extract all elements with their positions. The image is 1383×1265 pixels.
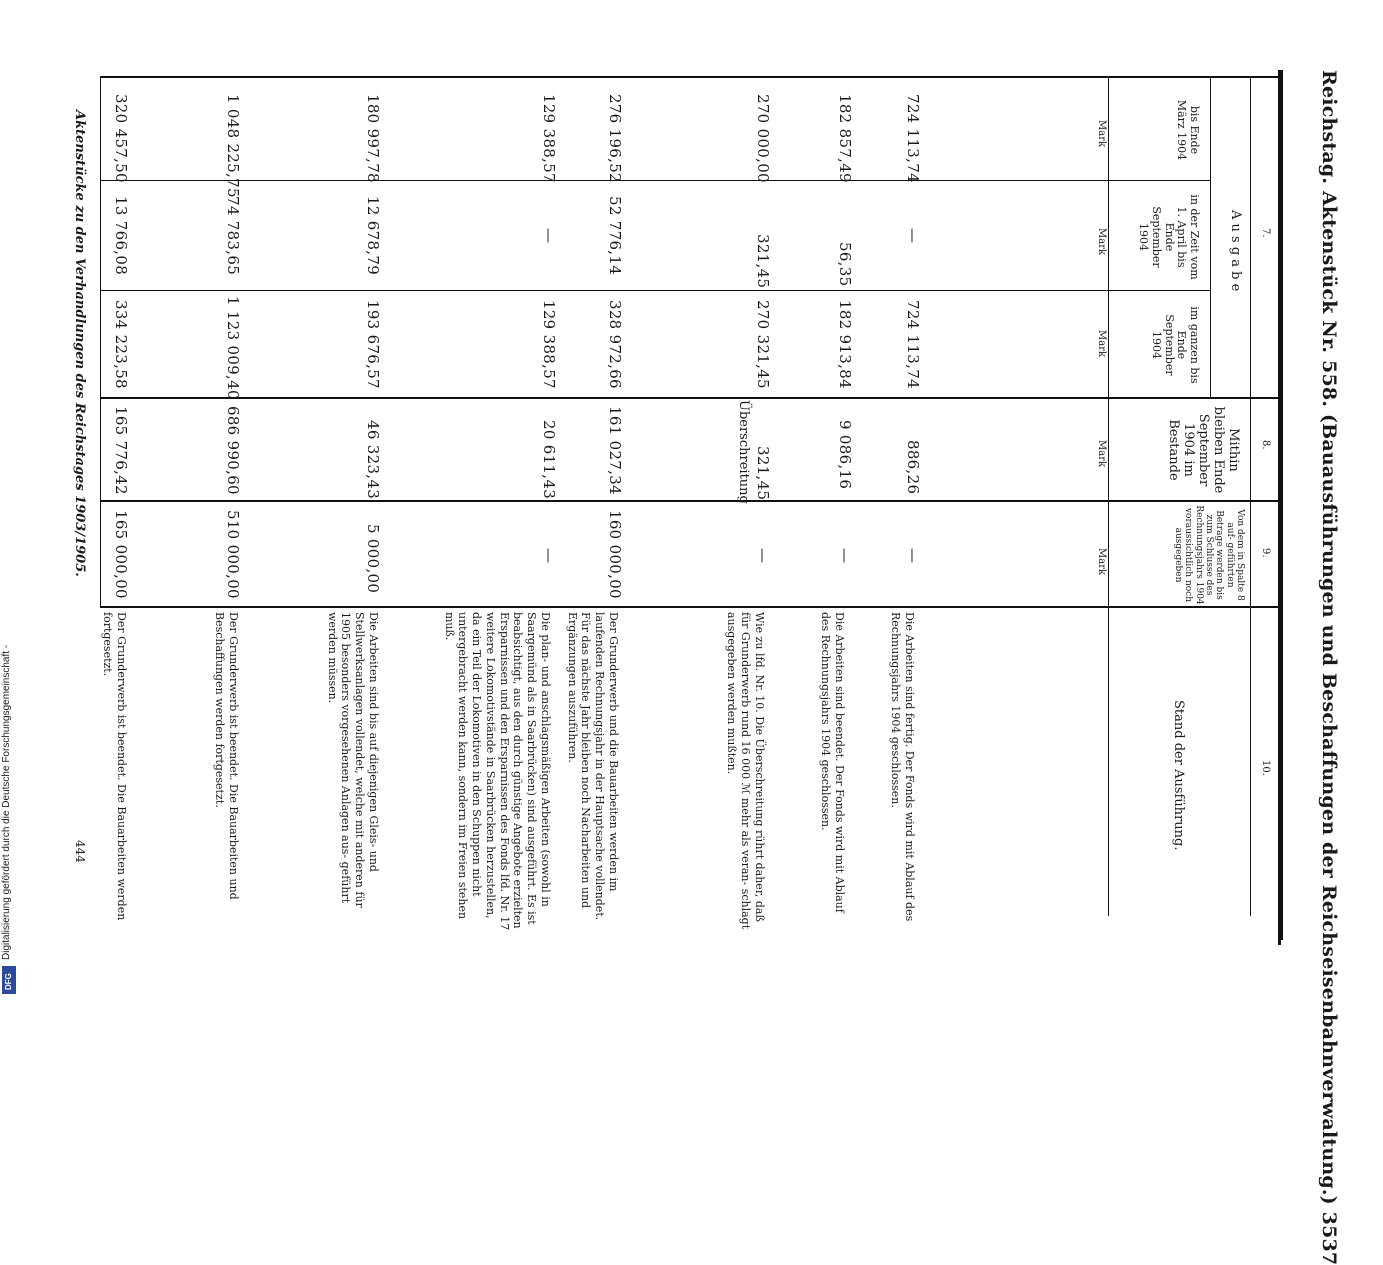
- cell-status-note: Die Arbeiten sind bis auf diejenigen Gleis- und Stellwerksanlagen vollendet, welche mit anderen für 1905 besonders vorgesehenen Anlagen aus- geführt werden müssen.: [325, 612, 380, 908]
- cell-apr-sep: —: [540, 228, 558, 244]
- cell-expected: —: [754, 548, 772, 564]
- cell-expected: —: [836, 548, 854, 564]
- footer-source: Aktenstücke zu den Verhandlungen des Reichstages 1903/1905.: [72, 110, 87, 577]
- cell-total: 193 676,57: [364, 300, 382, 389]
- cell-balance: 161 027,34: [606, 406, 624, 495]
- cell-expected: 5 000,00: [364, 524, 382, 594]
- cell-total: 334 223,58: [112, 300, 130, 389]
- col7-title: A u s g a b e: [1228, 210, 1243, 292]
- col-rule-c: [100, 290, 1210, 291]
- col7b-header: in der Zeit vom 1. April bis Ende September 1904: [1137, 194, 1201, 280]
- cell-expected: 510 000,00: [224, 510, 242, 599]
- table-header-divider: [1108, 76, 1109, 916]
- col8-header: Mithin bleiben Ende September 1904 im Bestande: [1166, 406, 1241, 494]
- col-number-divider: [1250, 76, 1251, 916]
- cell-total: 129 388,57: [540, 300, 558, 389]
- cell-balance: 886,26: [904, 440, 922, 495]
- cell-status-note: Die Arbeiten sind beendet. Der Fonds wird mit Ablauf des Rechnungsjahrs 1904 geschlossen.: [819, 612, 846, 913]
- cell-total: 182 913,84: [836, 300, 854, 389]
- col-rule-f: [100, 606, 1280, 608]
- cell-overrun-label: Überschreitung: [736, 400, 751, 504]
- page-title: Reichstag. Aktenstück Nr. 558. (Bauausführungen und Beschaffungen der Reichseisenbahnverwaltung.) 3537: [1318, 70, 1340, 1265]
- table-edge-right: [1280, 70, 1283, 940]
- page-number: 444: [73, 840, 87, 863]
- col-rule-d: [100, 397, 1280, 399]
- cell-status-note: Der Grunderwerb und die Bauarbeiten werden im laufenden Rechnungsjahr in der Hauptsache vollendet. Für das nächste Jahr bleiben noch Nacharbeiten und Ergänzungen auszuführen.: [565, 612, 620, 921]
- cell-until-march: 1 048 225,75: [224, 94, 242, 198]
- cell-until-march: 276 196,52: [606, 94, 624, 183]
- cell-until-march: 129 388,57: [540, 94, 558, 183]
- dfg-logo: [2, 966, 16, 994]
- col9-number: 9.: [1260, 548, 1271, 558]
- col-rule-b: [100, 180, 1210, 181]
- cell-apr-sep: 52 776,14: [606, 196, 624, 276]
- col7-subdivider: [1210, 76, 1211, 398]
- cell-until-march: 724 113,74: [904, 94, 922, 183]
- cell-until-march: 182 857,49: [836, 94, 854, 183]
- cell-until-march: 320 457,50: [112, 94, 130, 183]
- unit-label: Mark: [1096, 548, 1107, 576]
- unit-label: Mark: [1096, 330, 1107, 358]
- unit-label: Mark: [1096, 120, 1107, 148]
- table-edge-left: [100, 76, 101, 606]
- col7-number: 7.: [1260, 228, 1271, 238]
- col7a-header: bis Ende März 1904: [1175, 99, 1201, 161]
- cell-expected: —: [904, 548, 922, 564]
- cell-status-note: Die plan- und anschlagsmäßigen Arbeiten (sowohl in Saargemünd als in Saarbrücken) sind ausgeführt. Es ist beabsichtigt, aus den durch günstige Angebote erzielten Ersparnissen und den Ersparnissen des Fonds lfd. Nr. 17 weitere Lokomotivstände in Saarbrücken herzustellen, da ein Teil der Lokomotiven in den Schuppen nicht untergebracht werden kann, sondern im Freien stehen muß.: [442, 612, 552, 931]
- cell-apr-sep: 74 783,65: [224, 196, 242, 276]
- unit-label: Mark: [1096, 228, 1107, 256]
- col8-number: 8.: [1260, 440, 1271, 450]
- cell-apr-sep: —: [904, 228, 922, 244]
- cell-expected: —: [540, 548, 558, 564]
- cell-expected: 165 000,00: [112, 510, 130, 599]
- dfg-logo-text: DFG: [4, 973, 13, 990]
- cell-apr-sep: 12 678,79: [364, 196, 382, 276]
- cell-until-march: 270 000,00: [754, 94, 772, 183]
- cell-status-note: Der Grunderwerb ist beendet. Die Bauarbeiten werden fortgesetzt.: [101, 612, 128, 921]
- cell-status-note: Die Arbeiten sind fertig. Der Fonds wird mit Ablauf des Rechnungsjahrs 1904 geschlossen.: [889, 612, 916, 922]
- unit-label: Mark: [1096, 440, 1107, 468]
- cell-total: 270 321,45: [754, 300, 772, 389]
- cell-balance: 46 323,43: [364, 420, 382, 500]
- col-rule-a: [100, 76, 1280, 78]
- col10-number: 10.: [1260, 760, 1271, 776]
- cell-total: 1 123 009,40: [224, 296, 242, 400]
- cell-apr-sep: 321,45: [754, 234, 772, 289]
- cell-balance: 321,45: [754, 446, 772, 501]
- col-rule-e: [100, 500, 1280, 502]
- col10-header: Stand der Ausführung.: [1171, 700, 1186, 851]
- cell-total: 724 113,74: [904, 300, 922, 389]
- cell-status-note: Der Grunderwerb ist beendet. Die Bauarbeiten und Beschaffungen werden fortgesetzt.: [213, 612, 240, 900]
- cell-balance: 9 086,16: [836, 420, 854, 490]
- digitization-note: Digitalisierung gefördert durch die Deutsche Forschungsgemeinschaft -: [1, 644, 12, 960]
- cell-balance: 686 990,60: [224, 406, 242, 495]
- cell-balance: 165 776,42: [112, 406, 130, 495]
- cell-expected: 160 000,00: [606, 510, 624, 599]
- cell-apr-sep: 13 766,08: [112, 196, 130, 276]
- cell-status-note: Wie zu lfd. Nr. 10. Die Überschreitung rührt daher, daß für Grunderwerb rund 16 000 ℳ mehr als veran- schlagt ausgegeben werden mußten.: [725, 612, 766, 930]
- cell-total: 328 972,66: [606, 300, 624, 389]
- cell-balance: 20 611,43: [540, 420, 558, 500]
- col9-header: Von dem in Spalte 8 auf- geführten Betrage werden bis zum Schlusse des Rechnungsjahrs 1904 voraussichtlich noch ausgegeben: [1172, 505, 1245, 605]
- cell-apr-sep: 56,35: [836, 242, 854, 287]
- col7c-header: im ganzen bis Ende September 1904: [1150, 306, 1201, 384]
- cell-until-march: 180 997,78: [364, 94, 382, 183]
